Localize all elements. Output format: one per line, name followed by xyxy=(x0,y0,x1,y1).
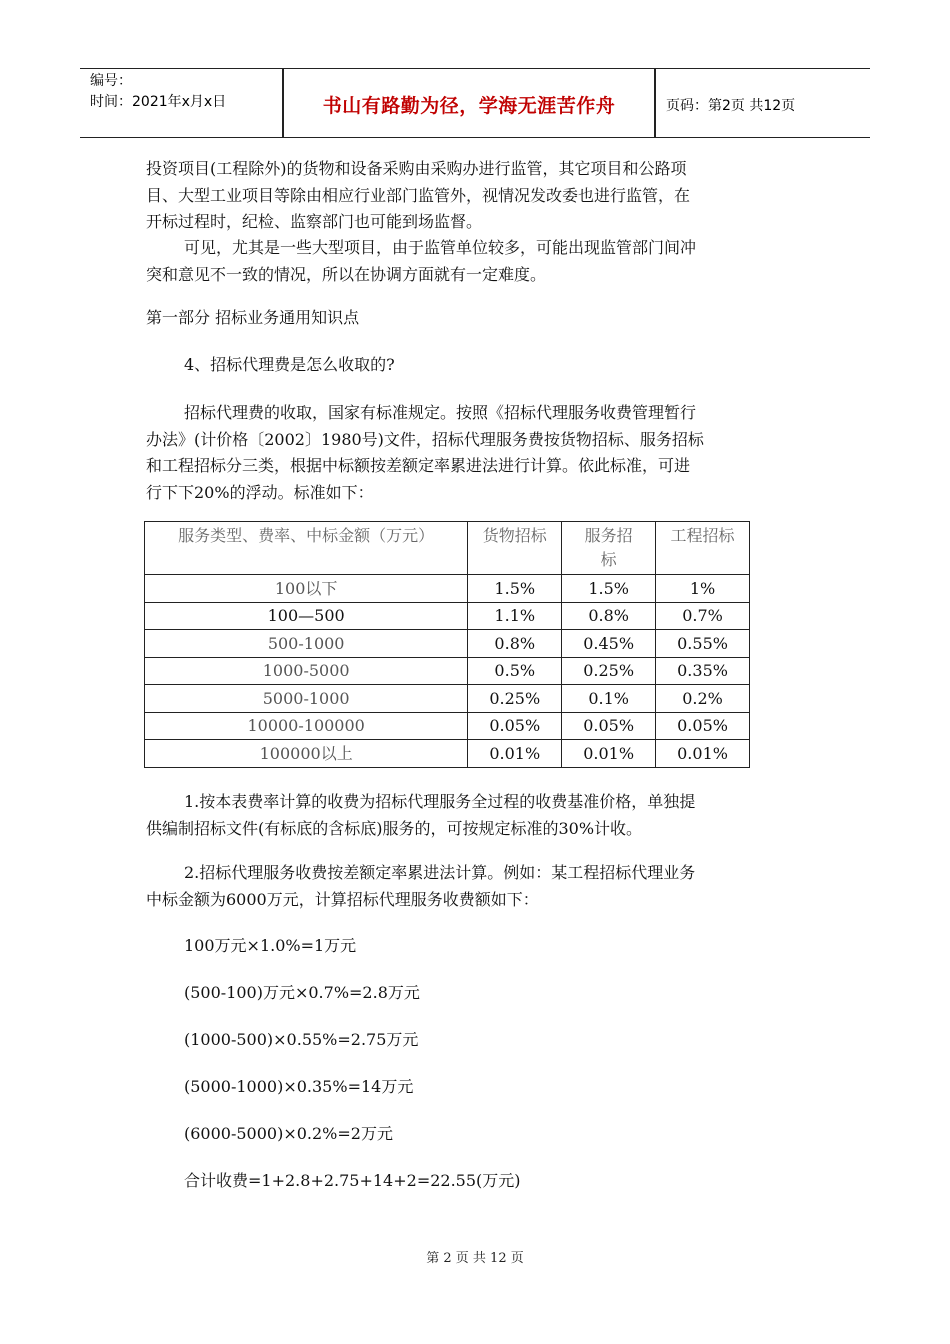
table-row xyxy=(145,630,750,658)
table-row xyxy=(145,657,750,685)
column-header-range: 服务类型、费率、中标金额（万元） xyxy=(145,522,468,575)
paragraph-coordination xyxy=(146,235,696,288)
engineering-rate-cell: 1% xyxy=(656,575,750,603)
page-header xyxy=(80,68,870,138)
paragraph-fee-standard xyxy=(146,400,704,506)
column-header-engineering: 工程招标 xyxy=(656,522,750,575)
engineering-rate-cell: 0.05% xyxy=(656,712,750,740)
text-line: 1.按本表费率计算的收费为招标代理服务全过程的收费基准价格，单独提 xyxy=(184,792,696,811)
calc-line: (6000-5000)×0.2%=2万元 xyxy=(184,1124,393,1143)
text-line: 2.招标代理服务收费按差额定率累进法计算。例如：某工程招标代理业务 xyxy=(184,863,696,882)
text-line: 中标金额为6000万元，计算招标代理服务收费额如下： xyxy=(146,889,539,909)
calc-total-line: 合计收费=1+2.8+2.75+14+2=22.55(万元) xyxy=(184,1171,521,1190)
note-2 xyxy=(146,860,695,913)
text-line: 开标过程时，纪检、监察部门也可能到场监督。 xyxy=(146,212,483,231)
text-line: 突和意见不一致的情况，所以在协调方面就有一定难度。 xyxy=(146,264,547,284)
engineering-rate-cell: 0.55% xyxy=(656,630,750,658)
text-line: 供编制招标文件(有标底的含标底)服务的，可按规定标准的30%计收。 xyxy=(146,818,643,838)
engineering-rate-cell: 0.7% xyxy=(656,602,750,630)
engineering-rate-cell: 0.35% xyxy=(656,657,750,685)
calc-line: (1000-500)×0.55%=2.75万元 xyxy=(184,1030,419,1049)
page-footer: 第 2 页 共 12 页 xyxy=(426,1251,524,1266)
range-cell: 1000-5000 xyxy=(145,657,468,685)
range-cell: 100以下 xyxy=(145,575,468,603)
goods-rate-cell: 1.5% xyxy=(468,575,562,603)
range-cell: 100—500 xyxy=(145,602,468,630)
question-heading: 4、招标代理费是怎么收取的? xyxy=(184,355,395,374)
range-cell: 10000-100000 xyxy=(145,712,468,740)
column-header-goods: 货物招标 xyxy=(468,522,562,575)
text-line: 目、大型工业项目等除由相应行业部门监管外，视情况发改委也进行监管，在 xyxy=(146,185,691,205)
table-row xyxy=(145,712,750,740)
text-line: 可见，尤其是一些大型项目，由于监管单位较多，可能出现监管部门间冲 xyxy=(184,238,697,257)
goods-rate-cell: 1.1% xyxy=(468,602,562,630)
section-title: 第一部分 招标业务通用知识点 xyxy=(146,308,360,327)
table-row xyxy=(145,685,750,713)
text-line: 投资项目(工程除外)的货物和设备采购由采购办进行监管，其它项目和公路项 xyxy=(146,159,687,178)
engineering-rate-cell: 0.2% xyxy=(656,685,750,713)
note-1 xyxy=(146,789,695,842)
paragraph-supervision xyxy=(146,156,690,236)
service-rate-cell: 0.25% xyxy=(562,657,656,685)
goods-rate-cell: 0.25% xyxy=(468,685,562,713)
calc-line: (5000-1000)×0.35%=14万元 xyxy=(184,1077,414,1096)
text-line: 和工程招标分三类，根据中标额按差额定率累进法进行计算。依此标准，可进 xyxy=(146,456,691,475)
goods-rate-cell: 0.01% xyxy=(468,740,562,768)
table-row xyxy=(145,740,750,768)
range-cell: 500-1000 xyxy=(145,630,468,658)
header-motto: 书山有路勤为径，学海无涯苦作舟 xyxy=(322,95,616,117)
header-page-info: 页码：第2页 共12页 xyxy=(666,98,796,114)
service-rate-cell: 0.01% xyxy=(562,740,656,768)
goods-rate-cell: 0.5% xyxy=(468,657,562,685)
table-row xyxy=(145,575,750,603)
fee-rate-table xyxy=(144,521,750,768)
column-header-service: 服务招标 xyxy=(562,522,656,575)
header-meta xyxy=(90,71,226,113)
range-cell: 5000-1000 xyxy=(145,685,468,713)
service-rate-cell: 1.5% xyxy=(562,575,656,603)
calc-line: 100万元×1.0%=1万元 xyxy=(184,936,357,955)
goods-rate-cell: 0.05% xyxy=(468,712,562,740)
text-line: 行下下20%的浮动。标准如下： xyxy=(146,482,374,502)
table-header-row xyxy=(145,522,750,575)
service-rate-cell: 0.45% xyxy=(562,630,656,658)
service-rate-cell: 0.1% xyxy=(562,685,656,713)
service-rate-cell: 0.05% xyxy=(562,712,656,740)
document-date: 时间：2021年x月x日 xyxy=(90,94,227,110)
document-number-label: 编号： xyxy=(90,73,132,89)
engineering-rate-cell: 0.01% xyxy=(656,740,750,768)
service-rate-cell: 0.8% xyxy=(562,602,656,630)
goods-rate-cell: 0.8% xyxy=(468,630,562,658)
range-cell: 100000以上 xyxy=(145,740,468,768)
text-line: 办法》(计价格〔2002〕1980号)文件，招标代理服务费按货物招标、服务招标 xyxy=(146,429,704,449)
text-line: 招标代理费的收取，国家有标准规定。按照《招标代理服务收费管理暂行 xyxy=(184,403,697,422)
table-row xyxy=(145,602,750,630)
calc-line: (500-100)万元×0.7%=2.8万元 xyxy=(184,983,420,1002)
